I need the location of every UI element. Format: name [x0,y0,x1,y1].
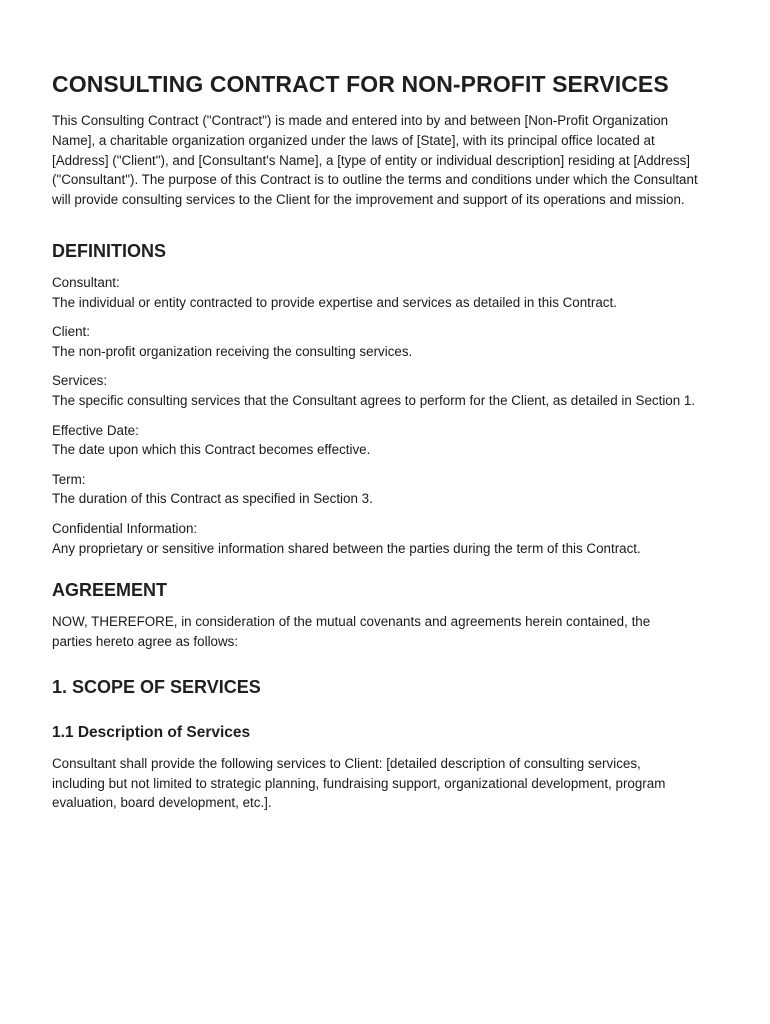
definition-description: Any proprietary or sensitive information shared between the parties during the term of this Contract. [52,540,641,556]
definition-description: The duration of this Contract as specified in Section 3. [52,491,373,507]
document-title: CONSULTING CONTRACT FOR NON-PROFIT SERVICES [52,71,669,97]
definition-description: The non-profit organization receiving the consulting services. [52,343,413,359]
description-of-services-heading: 1.1 Description of Services [52,723,251,741]
definition-item-consultant [52,273,718,312]
definition-term: Effective Date: [52,422,139,438]
definition-item-confidential-information [52,519,718,558]
definition-term: Term: [52,471,86,487]
definitions-list [52,273,718,558]
definition-term: Confidential Information: [52,520,198,536]
definition-term: Client: [52,324,90,340]
definition-description: The date upon which this Contract becomes effective. [52,442,371,458]
agreement-paragraph: NOW, THEREFORE, in consideration of the mutual covenants and agreements herein contained, the parties hereto agree as follows: [52,614,651,649]
definition-term: Services: [52,373,108,389]
definitions-heading: DEFINITIONS [52,240,167,261]
definition-description: The specific consulting services that the Consultant agrees to perform for the Client, as detailed in Section 1. [52,392,696,408]
definition-item-effective-date [52,421,718,460]
definition-item-services [52,371,718,410]
definition-description: The individual or entity contracted to provide expertise and services as detailed in this Contract. [52,294,617,310]
scope-of-services-heading: 1. SCOPE OF SERVICES [52,676,261,697]
agreement-heading: AGREEMENT [52,580,168,601]
definition-term: Consultant: [52,274,120,290]
definition-item-term [52,470,718,509]
description-of-services-paragraph: Consultant shall provide the following services to Client: [detailed description of consulting services, including but not limited to strategic planning, fundraising support, organizational development, program evaluation, board development, etc.]. [52,755,666,811]
intro-paragraph: This Consulting Contract ("Contract") is made and entered into by and between [Non-Profit Organization Name], a charitable organization organized under the laws of [State], with its principal office located at [Address] ("Client"), and [Consultant's Name], a [type of entity or individual description] residing at [Address] ("Consultant"). The purpose of this Contract is to outline the terms and conditions under which the Consultant will provide consulting services to the Client for the improvement and support of its operations and mission. [52,113,698,208]
definition-item-client [52,322,718,361]
